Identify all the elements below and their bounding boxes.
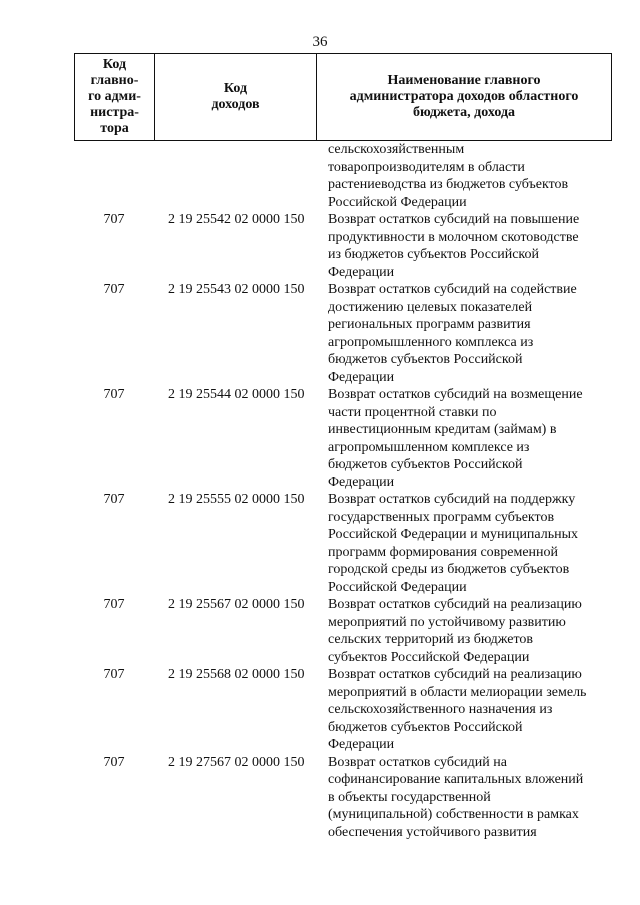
admin-code-cell: 707 [103, 597, 125, 612]
table-body [74, 141, 612, 841]
table-row [74, 596, 612, 666]
name-line: инвестиционным кредитам (займам) в [328, 422, 557, 437]
header-name: Наименование главного администратора доходов областного бюджета, дохода [349, 73, 579, 120]
name-line: Возврат остатков субсидий на [328, 754, 507, 770]
name-line: агропромышленном комплексе из [328, 439, 530, 455]
name-line: части процентной ставки по [328, 404, 497, 420]
name-line: Возврат остатков субсидий на возмещение [328, 387, 583, 402]
name-line: сельских территорий из бюджетов [328, 632, 533, 647]
revenue-code-cell: 2 19 27567 02 0000 150 [168, 754, 305, 770]
name-line: растениеводства из бюджетов субъектов [328, 177, 569, 192]
revenue-code-cell: 2 19 25543 02 0000 150 [168, 282, 305, 297]
table-row [74, 281, 612, 386]
table-row [74, 666, 612, 754]
name-line: Федерации [328, 264, 395, 280]
name-line: обеспечения устойчивого развития [328, 824, 537, 840]
name-line: сельскохозяйственным [328, 142, 465, 157]
table-row [74, 211, 612, 281]
revenue-name-cell [328, 211, 610, 281]
name-line: государственных программ субъектов [328, 509, 555, 525]
name-line: Возврат остатков субсидий на поддержку [328, 492, 576, 507]
name-line: сельскохозяйственного назначения из [328, 702, 553, 717]
name-line: мероприятий в области мелиорации земель [328, 684, 587, 700]
name-line: бюджетов субъектов Российской [328, 457, 523, 472]
revenue-name-cell [328, 754, 610, 842]
name-line: Российской Федерации [328, 194, 467, 210]
admin-code-cell: 707 [103, 754, 125, 770]
table-row [74, 754, 612, 842]
name-line: Федерации [328, 737, 395, 752]
revenue-code-cell: 2 19 25568 02 0000 150 [168, 667, 305, 682]
name-line: товаропроизводителям в области [328, 159, 525, 175]
table-row [74, 141, 612, 211]
revenue-name-cell [328, 281, 610, 386]
name-line: из бюджетов субъектов Российской [328, 247, 539, 262]
name-line: мероприятий по устойчивому развитию [328, 614, 566, 630]
name-line: достижению целевых показателей [328, 299, 533, 315]
name-line: продуктивности в молочном скотоводстве [328, 229, 579, 245]
name-line: Федерации [328, 369, 395, 385]
name-line: Российской Федерации [328, 579, 467, 595]
name-line: субъектов Российской Федерации [328, 649, 530, 665]
table-row [74, 386, 612, 491]
admin-code-cell: 707 [103, 282, 125, 297]
revenue-code-cell: 2 19 25567 02 0000 150 [168, 597, 305, 612]
name-line: Российской Федерации и муниципальных [328, 527, 579, 542]
name-line: Возврат остатков субсидий на повышение [328, 212, 580, 227]
name-line: городской среды из бюджетов субъектов [328, 562, 570, 577]
table-row [74, 491, 612, 596]
revenue-code-cell: 2 19 25544 02 0000 150 [168, 387, 305, 402]
name-line: в объекты государственной [328, 789, 491, 805]
revenue-name-cell [328, 386, 610, 491]
revenue-name-cell [328, 141, 610, 211]
header-admin-code: Код главно- го адми- нистра- тора [75, 54, 155, 140]
name-line: Возврат остатков субсидий на реализацию [328, 597, 582, 612]
name-line: Федерации [328, 474, 395, 490]
name-line: (муниципальной) собственности в рамках [328, 807, 579, 822]
revenue-name-cell [328, 666, 610, 754]
admin-code-cell: 707 [103, 667, 125, 682]
name-line: софинансирование капитальных вложений [328, 772, 584, 787]
page-number: 36 [312, 34, 328, 50]
admin-code-cell: 707 [103, 492, 125, 507]
name-line: программ формирования современной [328, 544, 559, 560]
admin-code-cell: 707 [103, 212, 125, 227]
revenue-code-cell: 2 19 25555 02 0000 150 [168, 492, 305, 507]
table-header [74, 53, 612, 141]
name-line: агропромышленного комплекса из [328, 334, 534, 350]
revenue-name-cell [328, 491, 610, 596]
name-line: бюджетов субъектов Российской [328, 719, 523, 735]
name-line: Возврат остатков субсидий на реализацию [328, 667, 582, 682]
revenue-code-cell: 2 19 25542 02 0000 150 [168, 212, 305, 227]
name-line: региональных программ развития [328, 317, 531, 332]
name-line: Возврат остатков субсидий на содействие [328, 282, 577, 297]
name-line: бюджетов субъектов Российской [328, 352, 523, 367]
header-revenue-code: Код доходов [155, 54, 317, 140]
revenue-name-cell [328, 596, 610, 666]
admin-code-cell: 707 [103, 387, 125, 402]
